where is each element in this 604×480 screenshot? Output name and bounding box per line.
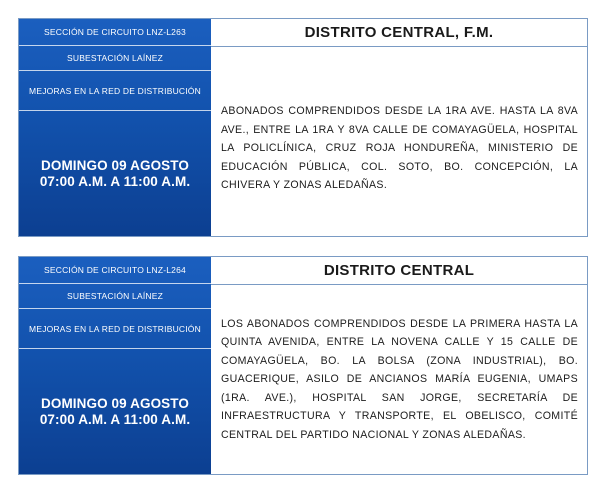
work-description-label: MEJORAS EN LA RED DE DISTRIBUCIÓN (19, 309, 211, 349)
substation-label: SUBESTACIÓN LAÍNEZ (19, 46, 211, 71)
substation-label: SUBESTACIÓN LAÍNEZ (19, 284, 211, 309)
notice-info-panel (19, 19, 211, 236)
affected-area-body (211, 47, 587, 236)
notice-detail-panel (211, 19, 587, 236)
date-label: DOMINGO 09 AGOSTO (41, 395, 189, 411)
schedule-block (19, 111, 211, 236)
date-label: DOMINGO 09 AGOSTO (41, 157, 189, 173)
circuit-section-label: SECCIÓN DE CIRCUITO LNZ-L264 (19, 257, 211, 284)
circuit-section-label: SECCIÓN DE CIRCUITO LNZ-L263 (19, 19, 211, 46)
notice-info-panel (19, 257, 211, 474)
affected-area-body (211, 285, 587, 474)
district-title: DISTRITO CENTRAL, F.M. (211, 19, 587, 47)
schedule-block (19, 349, 211, 474)
affected-area-text: ABONADOS COMPRENDIDOS DESDE LA 1RA AVE. HASTA LA 8VA AVE., ENTRE LA 1RA Y 8VA CALLE DE COMAYAGÜELA, HOSPITAL LA POLICLÍNICA, CRUZ ROJA HONDUREÑA, MINISTERIO DE EDUCACIÓN PÚBLICA, COL. SOTO, BO. CONCEPCIÓN, LA CHIVERA Y ZONAS ALEDAÑAS. (221, 105, 578, 192)
time-range-label: 07:00 A.M. A 11:00 A.M. (39, 411, 191, 427)
outage-notice-card (18, 18, 588, 237)
outage-notice-card (18, 256, 588, 475)
notice-detail-panel (211, 257, 587, 474)
work-description-label: MEJORAS EN LA RED DE DISTRIBUCIÓN (19, 71, 211, 111)
affected-area-text: LOS ABONADOS COMPRENDIDOS DESDE LA PRIMERA HASTA LA QUINTA AVENIDA, ENTRE LA NOVENA CALLE Y 15 CALLE DE COMAYAGÜELA, BO. LA BOLSA (ZONA INDUSTRIAL), BO. GUACERIQUE, ASILO DE ANCIANOS MARÍA EUGENIA, UMAPS (1RA. AVE.), HOSPITAL SAN JORGE, SECRETARÍA DE INFRAESTRUCTURA Y TRANSPORTE, EL OBELISCO, COMITÉ CENTRAL DEL PARTIDO NACIONAL Y ZONAS ALEDAÑAS. (221, 318, 578, 441)
time-range-label: 07:00 A.M. A 11:00 A.M. (39, 173, 191, 189)
district-title: DISTRITO CENTRAL (211, 257, 587, 285)
